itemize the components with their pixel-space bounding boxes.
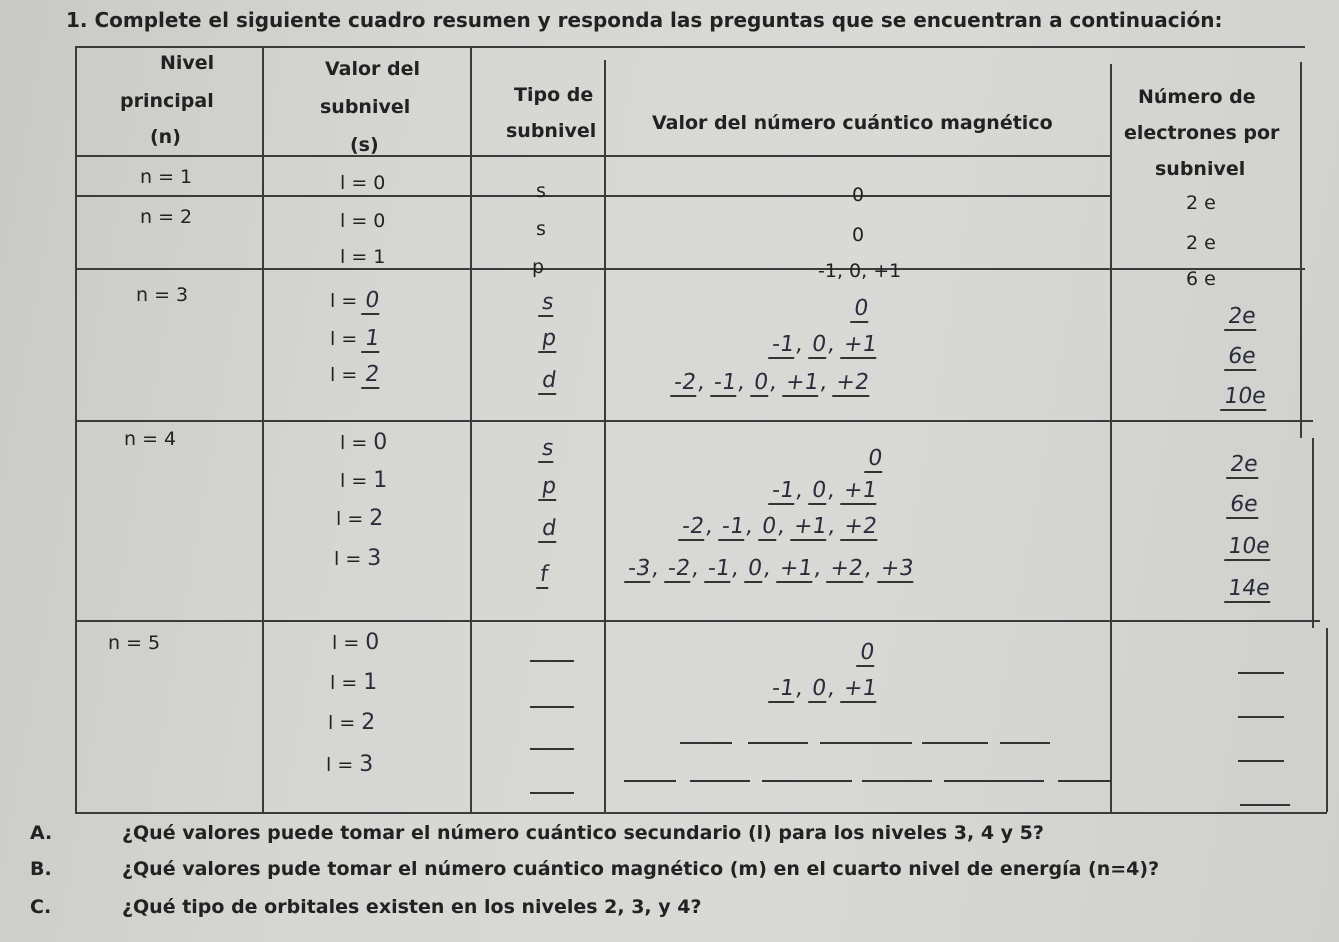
row3-m-value: 0: [750, 370, 772, 397]
row4-m-value: 0: [808, 478, 830, 505]
header-n-line2: principal: [120, 90, 214, 112]
row5-m-blank[interactable]: [944, 780, 1044, 782]
row5-e-blank[interactable]: [1240, 804, 1290, 806]
row4-type-value: s: [538, 436, 557, 463]
col-line-5c: [1326, 628, 1328, 812]
header-magnetic: Valor del número cuántico magnético: [652, 112, 1053, 134]
row5-e-blank[interactable]: [1238, 716, 1284, 718]
col-line-4: [1110, 64, 1112, 812]
row5-m-blank[interactable]: [862, 780, 932, 782]
row5-m-blank[interactable]: [1058, 780, 1110, 782]
header-n-line3: (n): [150, 126, 181, 148]
row5-m-blank[interactable]: [762, 780, 852, 782]
row3-m-value: -2: [670, 370, 700, 397]
row4-e-value: 2e: [1226, 452, 1261, 479]
row3-l-prefix: l =: [330, 290, 358, 312]
row4-m-value: +2: [826, 556, 866, 583]
question-a-text: ¿Qué valores puede tomar el número cuántico secundario (l) para los niveles 3, 4 y 5?: [122, 822, 1044, 844]
row4-m-value: +2: [840, 514, 880, 541]
row2-e-s: 2 e: [1186, 232, 1216, 254]
row1-m: 0: [852, 184, 865, 206]
col-line-1: [262, 46, 264, 812]
row5-m-blank[interactable]: [690, 780, 750, 782]
row4-l-value: 2: [369, 506, 384, 531]
row3-type-value: s: [538, 290, 557, 317]
row2-l1: l = 1: [340, 246, 386, 268]
row3-type-value: d: [538, 368, 560, 395]
header-s-line3: (s): [350, 134, 379, 156]
row4-m-value: -1: [768, 478, 798, 505]
header-electrons-line2: electrones por: [1124, 122, 1280, 144]
row5-l-value: 0: [365, 630, 380, 655]
row3-m-value: 0: [808, 332, 830, 359]
row3-e-value: 2e: [1224, 304, 1259, 331]
row4-e-value: 10e: [1224, 534, 1273, 561]
row1-n: n = 1: [140, 166, 193, 188]
row3-m-value: +2: [832, 370, 872, 397]
table-border-bottom: [75, 812, 1327, 814]
row-divider-2: [75, 268, 1305, 270]
row5-m-blank[interactable]: [680, 742, 732, 744]
row4-l-value: 3: [367, 546, 382, 571]
row3-l-label: [330, 326, 381, 353]
row4-e-value: 14e: [1224, 576, 1273, 603]
row4-l-prefix: l =: [334, 548, 362, 570]
row5-m-value: 0: [856, 640, 878, 667]
row5-l-prefix: l =: [326, 754, 354, 776]
row3-l-label: [330, 362, 381, 389]
header-electrons-line1: Número de: [1138, 86, 1256, 108]
row4-type-value: d: [538, 516, 560, 543]
col-line-0: [75, 46, 77, 812]
row3-l-prefix: l =: [330, 364, 358, 386]
row3-type-value: p: [538, 326, 560, 353]
header-s-line1: Valor del: [325, 58, 421, 80]
row5-l-prefix: l =: [330, 672, 358, 694]
header-n-line1: Nivel: [160, 52, 215, 74]
row3-m-value: +1: [840, 332, 880, 359]
row3-l-prefix: l =: [330, 328, 358, 350]
row4-l-prefix: l =: [340, 432, 368, 454]
row3-l-value: 0: [361, 288, 383, 315]
row4-l-prefix: l =: [340, 470, 368, 492]
row4-type-value: p: [538, 474, 560, 501]
row2-l0: l = 0: [340, 210, 386, 232]
row3-l-label: [330, 288, 381, 315]
row4-l-value: 1: [373, 468, 388, 493]
col-line-3: [604, 60, 606, 812]
question-b-text: ¿Qué valores pude tomar el número cuántico magnético (m) en el cuarto nivel de energía (n=4)?: [122, 858, 1160, 880]
row3-m-value: -1: [768, 332, 798, 359]
row5-l-value: 2: [361, 710, 376, 735]
row3-e-value: 10e: [1220, 384, 1269, 411]
row2-n: n = 2: [140, 206, 193, 228]
row4-l-label: [334, 546, 381, 571]
row5-m-blank[interactable]: [1000, 742, 1050, 744]
row5-l-label: [326, 752, 373, 777]
col-line-5b: [1312, 438, 1314, 628]
row3-e-value: 6e: [1224, 344, 1259, 371]
question-c-text: ¿Qué tipo de orbitales existen en los niveles 2, 3, y 4?: [122, 896, 702, 918]
col-line-2: [470, 46, 472, 812]
row2-type-p: p: [532, 256, 545, 278]
row3-m-value: 0: [850, 296, 872, 323]
row4-m-value: +3: [877, 556, 917, 583]
row4-l-value: 0: [373, 430, 388, 455]
question-c-letter: C.: [30, 896, 52, 918]
row4-m-value: -3: [624, 556, 654, 583]
row5-e-blank[interactable]: [1238, 760, 1284, 762]
row3-m-value: -1: [710, 370, 740, 397]
table-header-divider: [75, 155, 1110, 157]
row4-m-value: +1: [840, 478, 880, 505]
question-b-letter: B.: [30, 858, 52, 880]
row5-l-label: [332, 630, 379, 655]
row4-l-label: [340, 430, 387, 455]
row4-m-value: 0: [744, 556, 766, 583]
row4-m-value: 0: [864, 446, 886, 473]
header-type-line2: subnivel: [506, 120, 597, 142]
row1-l: l = 0: [340, 172, 386, 194]
row5-l-prefix: l =: [332, 632, 360, 654]
row3-n: n = 3: [136, 284, 189, 306]
row5-l-prefix: l =: [328, 712, 356, 734]
row-divider-1: [75, 195, 1110, 197]
row5-type-blank[interactable]: [530, 660, 574, 662]
row5-type-blank[interactable]: [530, 706, 574, 708]
row5-type-blank[interactable]: [530, 792, 574, 794]
row5-m-blank[interactable]: [624, 780, 676, 782]
header-type-line1: Tipo de: [514, 84, 594, 106]
row5-n: n = 5: [108, 632, 161, 654]
header-electrons-line3: subnivel: [1155, 158, 1246, 180]
row2-m-p: -1, 0, +1: [818, 260, 902, 282]
row5-l-value: 3: [359, 752, 374, 777]
row-divider-3: [75, 420, 1313, 422]
row2-m-s: 0: [852, 224, 865, 246]
row5-m-blank[interactable]: [748, 742, 808, 744]
row5-type-blank[interactable]: [530, 748, 574, 750]
question-a-letter: A.: [30, 822, 53, 844]
row4-n: n = 4: [124, 428, 177, 450]
row5-m-blank[interactable]: [820, 742, 912, 744]
row2-e-p: 6 e: [1186, 268, 1216, 290]
row4-m-value: 0: [758, 514, 780, 541]
row4-type-value: f: [536, 562, 552, 589]
row5-e-blank[interactable]: [1238, 672, 1284, 674]
row5-l-value: 1: [363, 670, 378, 695]
row4-m-value: +1: [776, 556, 816, 583]
row5-m-value: 0: [808, 676, 830, 703]
row2-type-s: s: [536, 218, 546, 240]
instruction-text: 1. Complete el siguiente cuadro resumen y responda las preguntas que se encuentran a continuación:: [66, 8, 1223, 32]
row4-e-value: 6e: [1226, 492, 1261, 519]
row5-l-label: [328, 710, 375, 735]
row1-e: 2 e: [1186, 192, 1216, 214]
col-line-5a: [1300, 62, 1302, 438]
row4-l-prefix: l =: [336, 508, 364, 530]
row5-m-value: +1: [840, 676, 880, 703]
table-border-top: [75, 46, 1305, 48]
header-s-line2: subnivel: [320, 96, 411, 118]
row5-l-label: [330, 670, 377, 695]
row4-m-value: -1: [704, 556, 734, 583]
row1-type: s: [536, 180, 546, 202]
row5-m-blank[interactable]: [922, 742, 988, 744]
row3-m-value: +1: [782, 370, 822, 397]
row4-m-value: -2: [678, 514, 708, 541]
row3-l-value: 1: [361, 326, 383, 353]
row4-m-value: +1: [790, 514, 830, 541]
row4-m-value: -1: [718, 514, 748, 541]
row4-m-value: -2: [664, 556, 694, 583]
row3-l-value: 2: [361, 362, 383, 389]
row4-l-label: [340, 468, 387, 493]
row5-m-value: -1: [768, 676, 798, 703]
row4-l-label: [336, 506, 383, 531]
